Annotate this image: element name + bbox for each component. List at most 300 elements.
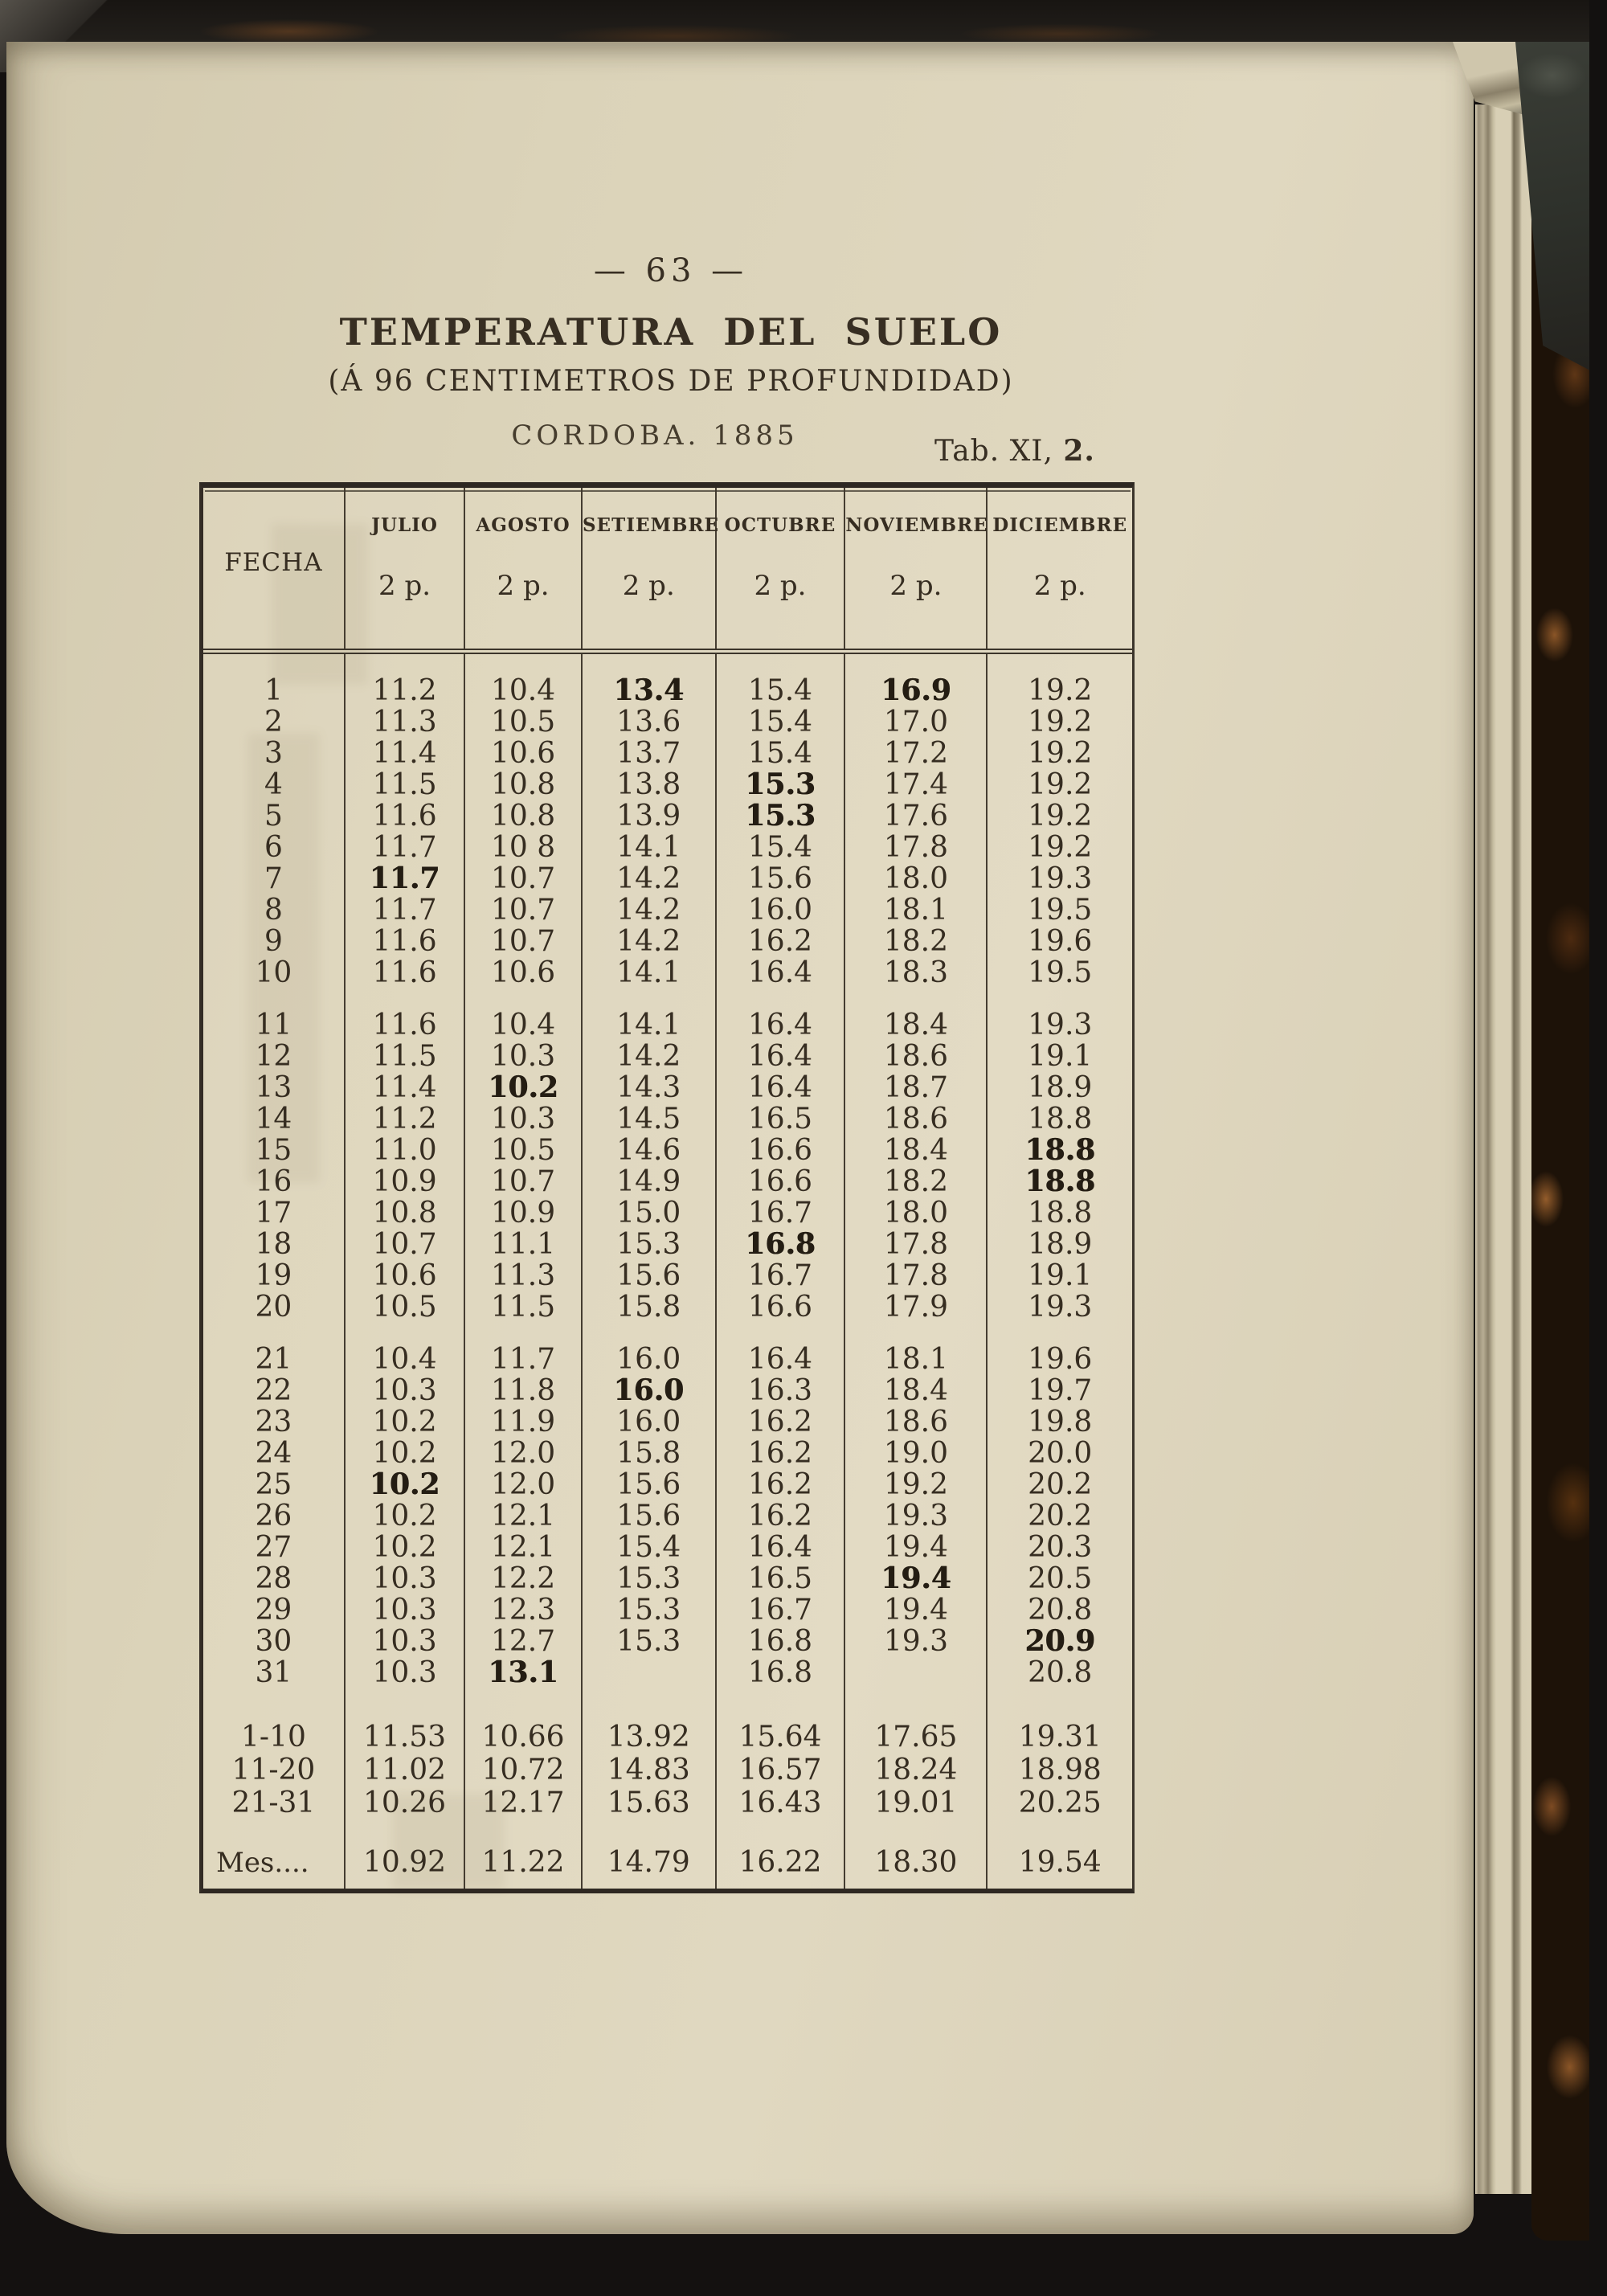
value-cell: 11.6 (345, 800, 464, 832)
value-cell: 14.79 (582, 1837, 716, 1889)
table-reference (934, 434, 1095, 468)
value-cell: 10.5 (464, 706, 582, 738)
book-edge-shadow (1589, 0, 1607, 2296)
table-row (203, 800, 1132, 832)
value-cell: 10.7 (464, 1166, 582, 1197)
value-cell: 16.4 (716, 1344, 845, 1375)
value-cell: 16.2 (716, 1500, 845, 1532)
table-row (203, 1229, 1132, 1260)
value-cell: 10.6 (464, 738, 582, 769)
value-cell: 19.3 (987, 1291, 1132, 1323)
value-cell: 10.6 (345, 1260, 464, 1291)
table-row (203, 1721, 1132, 1754)
day-cell: 27 (255, 1531, 292, 1564)
value-cell: 15.4 (716, 706, 845, 738)
value-cell: 10.6 (464, 957, 582, 988)
value-cell: 16.6 (716, 1166, 845, 1197)
value-cell: 19.2 (987, 832, 1132, 863)
value-cell: 14.3 (582, 1072, 716, 1103)
value-cell: 18.6 (844, 1041, 987, 1072)
table-row (203, 1197, 1132, 1229)
page-title: TEMPERATURA DEL SUELO (339, 310, 1003, 354)
spacer-cell (203, 1688, 345, 1721)
value-cell: 14.1 (582, 832, 716, 863)
value-cell: 18.2 (844, 926, 987, 957)
spacer-cell (345, 1688, 464, 1721)
value-cell: 10.8 (464, 769, 582, 800)
value-cell: 16.57 (716, 1754, 845, 1786)
value-cell: 14.2 (582, 863, 716, 894)
table-row (203, 1626, 1132, 1657)
table-row (203, 1166, 1132, 1197)
time-label: 2 p. (754, 569, 807, 602)
value-cell: 13.9 (582, 800, 716, 832)
value-cell: 17.65 (844, 1721, 987, 1754)
table-row (203, 675, 1132, 706)
stacked-page-edges (1475, 104, 1531, 2194)
value-cell: 17.4 (844, 769, 987, 800)
value-cell: 14.9 (582, 1166, 716, 1197)
spacer-cell (464, 1323, 582, 1344)
value-cell: 16.4 (716, 957, 845, 988)
value-cell: 10.4 (464, 1009, 582, 1041)
value-cell: 10.9 (464, 1197, 582, 1229)
value-cell: 11.7 (464, 1344, 582, 1375)
value-cell: 10.4 (345, 1344, 464, 1375)
value-cell: 19.4 (844, 1532, 987, 1563)
value-cell: 15.3 (582, 1626, 716, 1657)
value-cell: 11.5 (345, 769, 464, 800)
value-cell: 15.3 (716, 800, 845, 832)
value-cell: 11.5 (464, 1291, 582, 1323)
table-reference-number: 2. (1063, 434, 1095, 468)
value-cell: 15.4 (716, 675, 845, 706)
header-cell-month (464, 488, 582, 652)
value-cell: 19.6 (987, 1344, 1132, 1375)
value-cell: 19.1 (987, 1041, 1132, 1072)
value-cell: 19.01 (844, 1786, 987, 1819)
value-cell: 15.3 (716, 769, 845, 800)
value-cell: 12.2 (464, 1563, 582, 1594)
spacer-row (203, 988, 1132, 1009)
spacer-row (203, 1688, 1132, 1721)
value-cell: 17.8 (844, 1260, 987, 1291)
value-cell: 19.2 (844, 1469, 987, 1500)
spacer-row (203, 1819, 1132, 1837)
value-cell: 18.0 (844, 863, 987, 894)
value-cell: 19.4 (844, 1563, 987, 1594)
table-row (203, 1344, 1132, 1375)
value-cell: 18.8 (987, 1166, 1132, 1197)
table-row (203, 894, 1132, 926)
day-cell: 21-31 (231, 1786, 316, 1819)
time-label: 2 p. (378, 569, 431, 602)
value-cell: 19.6 (987, 926, 1132, 957)
table-row (203, 738, 1132, 769)
value-cell: 15.64 (716, 1721, 845, 1754)
value-cell: 16.8 (716, 1229, 845, 1260)
value-cell (582, 1657, 716, 1688)
value-cell (844, 1657, 987, 1688)
spacer-cell (203, 1323, 345, 1344)
value-cell: 12.0 (464, 1438, 582, 1469)
header-cell-month (345, 488, 464, 652)
value-cell: 10.7 (345, 1229, 464, 1260)
value-cell: 14.2 (582, 894, 716, 926)
value-cell: 16.0 (716, 894, 845, 926)
value-cell: 18.4 (844, 1375, 987, 1406)
value-cell: 11.0 (345, 1135, 464, 1166)
table-row (203, 1041, 1132, 1072)
value-cell: 16.43 (716, 1786, 845, 1819)
value-cell: 10.2 (345, 1438, 464, 1469)
value-cell: 14.2 (582, 926, 716, 957)
value-cell: 20.0 (987, 1438, 1132, 1469)
table-row (203, 769, 1132, 800)
day-cell: 28 (255, 1562, 292, 1595)
spacer-cell (582, 1688, 716, 1721)
spacer-cell (716, 1323, 845, 1344)
value-cell: 18.8 (987, 1103, 1132, 1135)
day-cell: 8 (264, 894, 283, 927)
value-cell: 15.6 (582, 1500, 716, 1532)
value-cell: 18.98 (987, 1754, 1132, 1786)
spacer-cell (582, 988, 716, 1009)
value-cell: 10.9 (345, 1166, 464, 1197)
value-cell: 18.6 (844, 1103, 987, 1135)
day-cell: 15 (255, 1134, 292, 1167)
day-cell: 21 (255, 1343, 292, 1376)
location-year-line: CORDOBA. 1885 (511, 420, 799, 452)
value-cell: 11.9 (464, 1406, 582, 1438)
value-cell: 13.4 (582, 675, 716, 706)
value-cell: 12.3 (464, 1594, 582, 1626)
day-cell: 30 (255, 1625, 292, 1658)
table-row (203, 1009, 1132, 1041)
value-cell: 10.4 (464, 675, 582, 706)
day-cell: 31 (255, 1656, 292, 1689)
value-cell: 10.7 (464, 863, 582, 894)
temperature-table-grid (203, 488, 1132, 1889)
value-cell: 10.5 (345, 1291, 464, 1323)
value-cell: 16.4 (716, 1041, 845, 1072)
value-cell: 12.17 (464, 1786, 582, 1819)
day-cell: 7 (264, 862, 283, 895)
value-cell: 10.7 (464, 926, 582, 957)
header-cell-month (844, 488, 987, 652)
value-cell: 17.8 (844, 1229, 987, 1260)
value-cell: 19.2 (987, 800, 1132, 832)
spacer-cell (203, 988, 345, 1009)
value-cell: 15.6 (716, 863, 845, 894)
value-cell: 15.63 (582, 1786, 716, 1819)
value-cell: 16.6 (716, 1291, 845, 1323)
day-cell: 11-20 (231, 1754, 316, 1786)
month-name: NOVIEMBRE (845, 514, 988, 536)
table-row (203, 706, 1132, 738)
value-cell: 10.3 (464, 1041, 582, 1072)
table-row (203, 832, 1132, 863)
day-cell: 29 (255, 1594, 292, 1627)
value-cell: 18.4 (844, 1009, 987, 1041)
value-cell: 11.4 (345, 738, 464, 769)
value-cell: 16.9 (844, 675, 987, 706)
spacer-cell (203, 652, 345, 676)
table-row (203, 1260, 1132, 1291)
value-cell: 18.6 (844, 1406, 987, 1438)
day-cell: 20 (255, 1291, 292, 1324)
value-cell: 16.5 (716, 1103, 845, 1135)
page-subtitle: (Á 96 CENTIMETROS DE PROFUNDIDAD) (328, 365, 1014, 398)
table-row (203, 1594, 1132, 1626)
value-cell: 16.2 (716, 1406, 845, 1438)
value-cell: 15.3 (582, 1563, 716, 1594)
value-cell: 19.8 (987, 1406, 1132, 1438)
value-cell: 18.30 (844, 1837, 987, 1889)
value-cell: 15.6 (582, 1469, 716, 1500)
day-cell: 18 (255, 1228, 292, 1261)
month-name: DICIEMBRE (992, 514, 1128, 536)
spacer-cell (987, 988, 1132, 1009)
value-cell: 13.7 (582, 738, 716, 769)
month-name: SETIEMBRE (582, 514, 720, 536)
table-row (203, 1103, 1132, 1135)
spacer-cell (345, 652, 464, 676)
header-cell-month (987, 488, 1132, 652)
value-cell: 19.54 (987, 1837, 1132, 1889)
spacer-cell (716, 1688, 845, 1721)
spacer-cell (345, 988, 464, 1009)
value-cell: 10.3 (464, 1103, 582, 1135)
spacer-cell (464, 1688, 582, 1721)
value-cell: 11.6 (345, 957, 464, 988)
value-cell: 15.4 (716, 832, 845, 863)
value-cell: 11.7 (345, 894, 464, 926)
table-row (203, 957, 1132, 988)
value-cell: 10.2 (464, 1072, 582, 1103)
value-cell: 18.2 (844, 1166, 987, 1197)
paper-page (6, 42, 1474, 2234)
value-cell: 17.8 (844, 832, 987, 863)
day-cell: 1-10 (241, 1721, 306, 1754)
time-label: 2 p. (1033, 569, 1086, 602)
day-cell: 10 (255, 956, 292, 989)
spacer-cell (345, 1819, 464, 1837)
value-cell: 16.0 (582, 1375, 716, 1406)
value-cell: 19.31 (987, 1721, 1132, 1754)
day-cell: 11 (255, 1009, 292, 1042)
value-cell: 16.7 (716, 1197, 845, 1229)
day-cell: 6 (264, 831, 283, 864)
value-cell: 15.3 (582, 1594, 716, 1626)
book-binding-top (0, 0, 1607, 45)
spacer-cell (844, 652, 987, 676)
day-cell: 13 (255, 1071, 292, 1104)
day-cell: 12 (255, 1040, 292, 1073)
value-cell: 13.1 (464, 1657, 582, 1688)
value-cell: 15.8 (582, 1438, 716, 1469)
value-cell: 15.6 (582, 1260, 716, 1291)
header-cell-fecha (203, 488, 345, 652)
spacer-cell (464, 1819, 582, 1837)
table-row (203, 1438, 1132, 1469)
spacer-cell (987, 1688, 1132, 1721)
value-cell: 16.4 (716, 1532, 845, 1563)
value-cell: 10.3 (345, 1626, 464, 1657)
day-cell: 9 (264, 925, 283, 958)
spacer-cell (987, 1323, 1132, 1344)
day-cell: 3 (264, 737, 283, 770)
value-cell: 16.2 (716, 926, 845, 957)
value-cell: 14.2 (582, 1041, 716, 1072)
month-name: AGOSTO (476, 514, 570, 536)
value-cell: 20.25 (987, 1786, 1132, 1819)
value-cell: 14.6 (582, 1135, 716, 1166)
table-row (203, 1135, 1132, 1166)
table-row (203, 1786, 1132, 1819)
value-cell: 18.0 (844, 1197, 987, 1229)
value-cell: 11.2 (345, 1103, 464, 1135)
day-cell: 22 (255, 1374, 292, 1407)
value-cell: 10.7 (464, 894, 582, 926)
table-row (203, 1375, 1132, 1406)
value-cell: 10.3 (345, 1563, 464, 1594)
value-cell: 10.26 (345, 1786, 464, 1819)
spacer-cell (464, 988, 582, 1009)
value-cell: 19.3 (844, 1626, 987, 1657)
spacer-row (203, 652, 1132, 676)
value-cell: 20.3 (987, 1532, 1132, 1563)
value-cell: 11.22 (464, 1837, 582, 1889)
value-cell: 19.1 (987, 1260, 1132, 1291)
table-row (203, 1837, 1132, 1889)
day-cell: 25 (255, 1468, 292, 1501)
value-cell: 19.3 (987, 863, 1132, 894)
value-cell: 19.2 (987, 706, 1132, 738)
day-cell: 24 (255, 1437, 292, 1470)
spacer-cell (582, 1323, 716, 1344)
value-cell: 19.5 (987, 894, 1132, 926)
value-cell: 10.92 (345, 1837, 464, 1889)
spacer-cell (716, 652, 845, 676)
value-cell: 19.5 (987, 957, 1132, 988)
value-cell: 11.02 (345, 1754, 464, 1786)
value-cell: 13.6 (582, 706, 716, 738)
temperature-table (199, 482, 1135, 1893)
value-cell: 14.1 (582, 957, 716, 988)
value-cell: 15.4 (582, 1532, 716, 1563)
table-row (203, 1500, 1132, 1532)
value-cell: 18.4 (844, 1135, 987, 1166)
value-cell: 12.0 (464, 1469, 582, 1500)
day-cell: 19 (255, 1259, 292, 1292)
value-cell: 20.5 (987, 1563, 1132, 1594)
value-cell: 18.1 (844, 894, 987, 926)
value-cell: 10.3 (345, 1657, 464, 1688)
value-cell: 11.3 (464, 1260, 582, 1291)
value-cell: 10.8 (345, 1197, 464, 1229)
value-cell: 19.2 (987, 675, 1132, 706)
value-cell: 18.9 (987, 1072, 1132, 1103)
value-cell: 16.8 (716, 1657, 845, 1688)
value-cell: 19.2 (987, 738, 1132, 769)
day-cell: 1 (264, 674, 283, 707)
table-row (203, 1532, 1132, 1563)
value-cell: 16.6 (716, 1135, 845, 1166)
value-cell: 19.4 (844, 1594, 987, 1626)
table-row (203, 1406, 1132, 1438)
spacer-cell (844, 988, 987, 1009)
value-cell: 10.2 (345, 1469, 464, 1500)
value-cell: 10.2 (345, 1406, 464, 1438)
value-cell: 16.3 (716, 1375, 845, 1406)
table-row (203, 1469, 1132, 1500)
table-reference-prefix: Tab. XI, (934, 435, 1053, 468)
value-cell: 17.9 (844, 1291, 987, 1323)
spacer-cell (464, 652, 582, 676)
value-cell: 10.3 (345, 1375, 464, 1406)
value-cell: 11.4 (345, 1072, 464, 1103)
value-cell: 11.5 (345, 1041, 464, 1072)
value-cell: 10.8 (464, 800, 582, 832)
value-cell: 16.7 (716, 1594, 845, 1626)
value-cell: 16.4 (716, 1009, 845, 1041)
time-label: 2 p. (497, 569, 550, 602)
table-row (203, 1563, 1132, 1594)
spacer-cell (844, 1323, 987, 1344)
value-cell: 16.4 (716, 1072, 845, 1103)
spacer-cell (987, 1819, 1132, 1837)
value-cell: 18.1 (844, 1344, 987, 1375)
time-label: 2 p. (889, 569, 943, 602)
spacer-cell (844, 1688, 987, 1721)
day-cell: 26 (255, 1500, 292, 1533)
value-cell: 10.2 (345, 1532, 464, 1563)
value-cell: 10.5 (464, 1135, 582, 1166)
fecha-label: FECHA (224, 548, 323, 577)
value-cell: 16.5 (716, 1563, 845, 1594)
value-cell: 18.8 (987, 1197, 1132, 1229)
value-cell: 10.66 (464, 1721, 582, 1754)
time-label: 2 p. (622, 569, 675, 602)
value-cell: 11.7 (345, 832, 464, 863)
value-cell: 10 8 (464, 832, 582, 863)
month-name: OCTUBRE (724, 514, 836, 536)
spacer-cell (844, 1819, 987, 1837)
value-cell: 17.2 (844, 738, 987, 769)
spacer-cell (716, 1819, 845, 1837)
value-cell: 14.83 (582, 1754, 716, 1786)
value-cell: 20.2 (987, 1500, 1132, 1532)
value-cell: 19.0 (844, 1438, 987, 1469)
value-cell: 14.1 (582, 1009, 716, 1041)
value-cell: 16.7 (716, 1260, 845, 1291)
value-cell: 10.72 (464, 1754, 582, 1786)
table-row (203, 926, 1132, 957)
day-cell: Mes.... (216, 1847, 309, 1879)
spacer-cell (582, 652, 716, 676)
value-cell: 18.7 (844, 1072, 987, 1103)
value-cell: 10.3 (345, 1594, 464, 1626)
marbled-book-cover (1531, 71, 1589, 2241)
value-cell: 13.92 (582, 1721, 716, 1754)
value-cell: 17.6 (844, 800, 987, 832)
value-cell: 16.0 (582, 1344, 716, 1375)
value-cell: 19.3 (987, 1009, 1132, 1041)
value-cell: 19.3 (844, 1500, 987, 1532)
table-row (203, 1291, 1132, 1323)
value-cell: 20.9 (987, 1626, 1132, 1657)
